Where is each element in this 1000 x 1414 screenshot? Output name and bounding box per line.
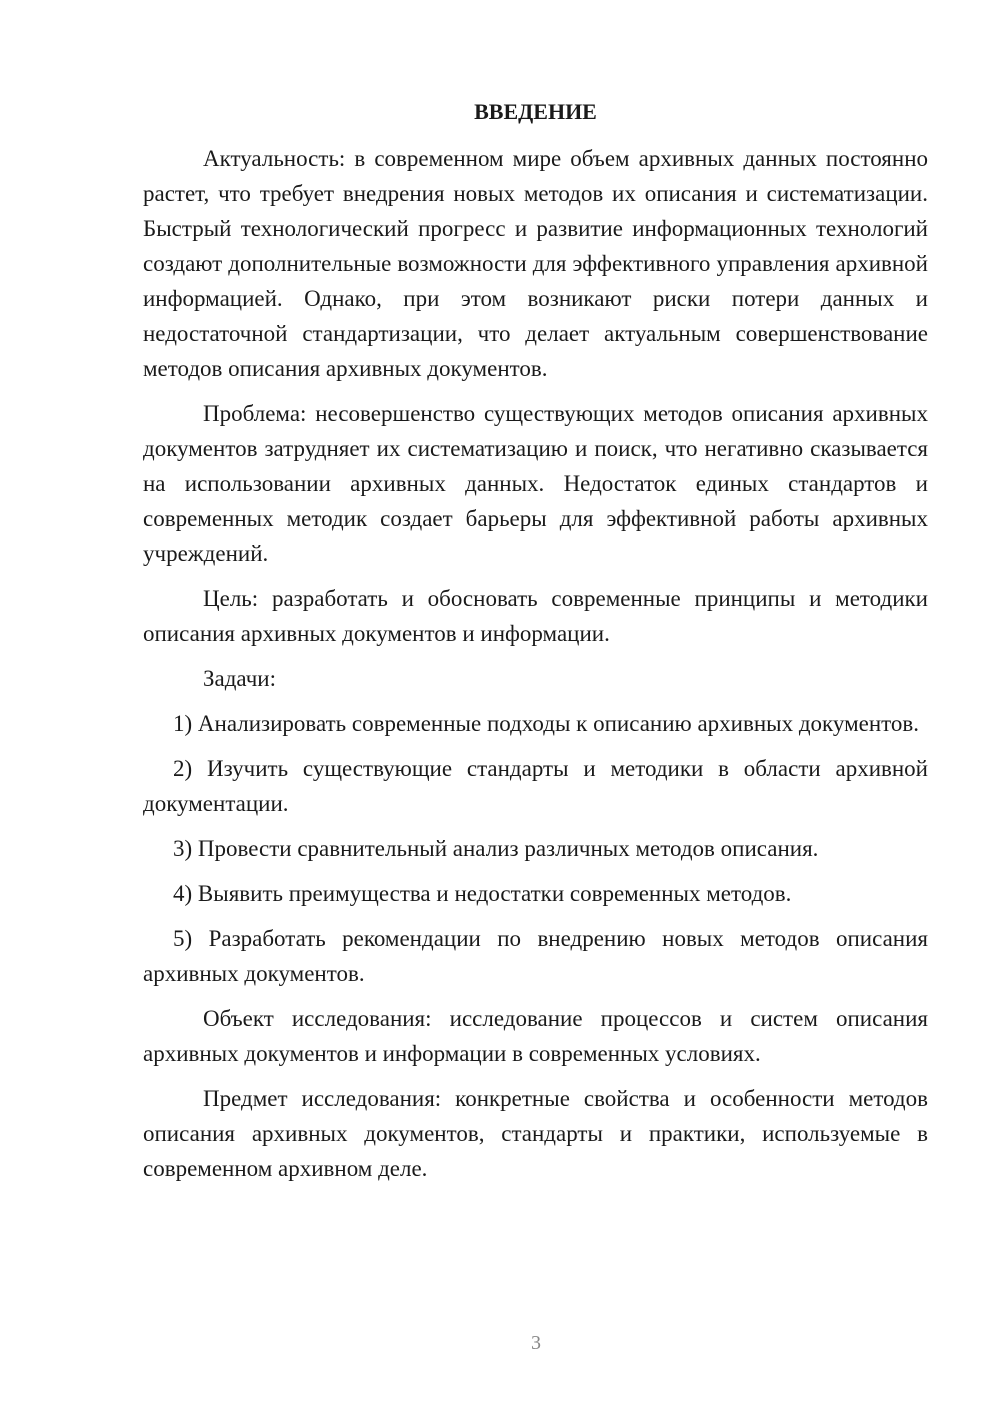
problem-paragraph: Проблема: несовершенство существующих методов описания архивных документов затрудняет их систематизацию и поиск, что негативно сказывается на использовании архивных данных. Недостаток единых стандартов и современных методик создает барьеры для эффективной работы архивных учреждений.	[143, 401, 928, 566]
tasks-heading: Задачи:	[203, 666, 276, 691]
relevance-paragraph: Актуальность: в современном мире объем архивных данных постоянно растет, что требует внедрения новых методов их описания и систематизации. Быстрый технологический прогресс и развитие информационных технологий создают дополнительные возможности для эффективного управления архивной информацией. Однако, при этом возникают риски потери данных и недостаточной стандартизации, что делает актуальным совершенствование методов описания архивных документов.	[143, 146, 928, 381]
subject-paragraph: Предмет исследования: конкретные свойства и особенности методов описания архивных документов, стандарты и практики, используемые в современном архивном деле.	[143, 1086, 928, 1181]
task-item: 1) Анализировать современные подходы к описанию архивных документов.	[173, 711, 920, 736]
goal-paragraph: Цель: разработать и обосновать современные принципы и методики описания архивных документов и информации.	[143, 586, 928, 646]
object-paragraph: Объект исследования: исследование процессов и систем описания архивных документов и информации в современных условиях.	[143, 1006, 928, 1066]
page-title: ВВЕДЕНИЕ	[474, 99, 597, 124]
document-page	[143, 94, 928, 1196]
task-item: 4) Выявить преимущества и недостатки современных методов.	[173, 881, 792, 906]
task-item: 5) Разработать рекомендации по внедрению новых методов описания архивных документов.	[143, 926, 928, 986]
task-item: 2) Изучить существующие стандарты и методики в области архивной документации.	[143, 756, 928, 816]
task-item: 3) Провести сравнительный анализ различных методов описания.	[173, 836, 819, 861]
page-number: 3	[531, 1332, 541, 1354]
